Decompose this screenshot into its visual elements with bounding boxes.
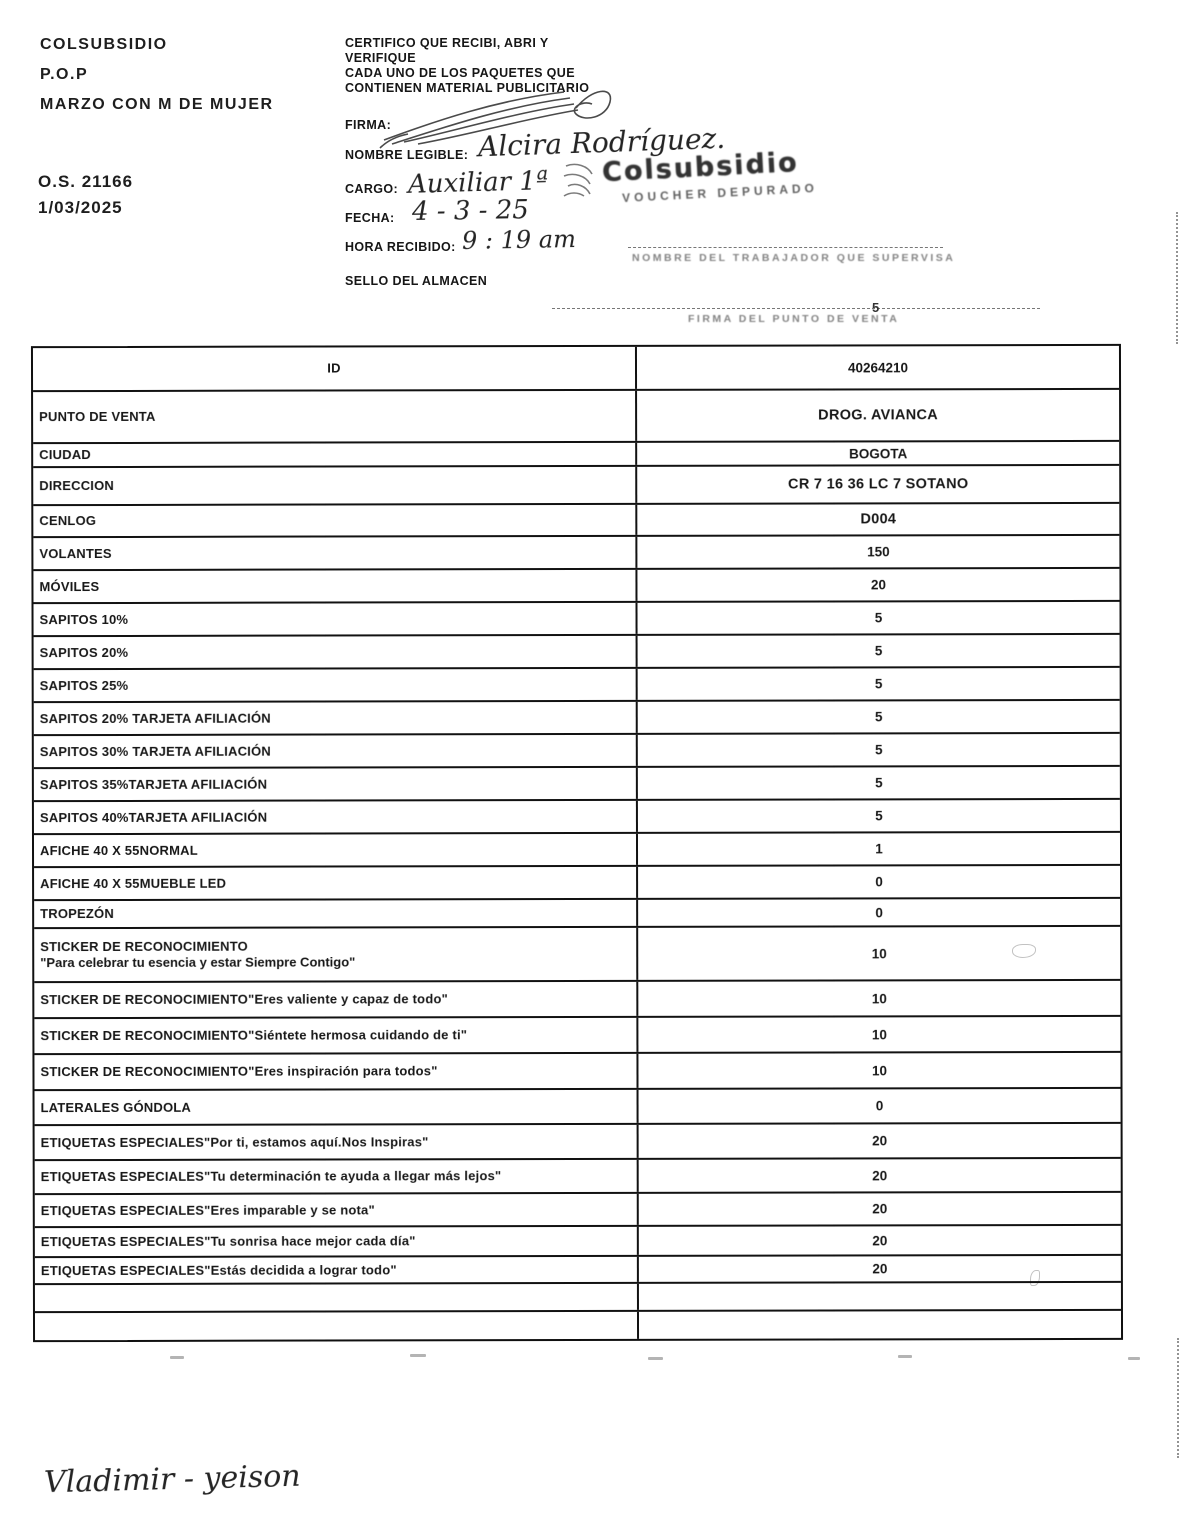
row-label-cell bbox=[33, 467, 637, 504]
row-value: 5 bbox=[875, 775, 883, 791]
table-row bbox=[34, 767, 1120, 802]
table-row bbox=[35, 1193, 1121, 1228]
row-value: 5 bbox=[875, 742, 883, 758]
certificate-line-4: CONTIENEN MATERIAL PUBLICITARIO bbox=[345, 81, 590, 95]
row-label-cell bbox=[34, 735, 638, 767]
row-label: ETIQUETAS ESPECIALES"Estás decidida a lograr todo" bbox=[40, 1261, 397, 1278]
row-label-cell bbox=[35, 1312, 639, 1340]
table-row bbox=[35, 1159, 1121, 1195]
row-label-cell bbox=[33, 537, 637, 569]
table-row bbox=[33, 536, 1119, 571]
row-value: 20 bbox=[870, 577, 886, 593]
row-label: SAPITOS 25% bbox=[39, 677, 129, 693]
firma-label: FIRMA: bbox=[345, 118, 392, 132]
nombre-legible-handwritten: Alcira Rodríguez. bbox=[477, 121, 726, 164]
row-value-cell bbox=[639, 1311, 1121, 1339]
row-label-cell bbox=[34, 768, 638, 800]
row-label: SAPITOS 40%TARJETA AFILIACIÓN bbox=[39, 809, 268, 825]
row-value: D004 bbox=[860, 511, 897, 528]
row-value-cell bbox=[637, 466, 1119, 503]
row-value-cell bbox=[638, 833, 1120, 865]
campaign-title: MARZO CON M DE MUJER bbox=[40, 96, 274, 113]
row-value-cell bbox=[638, 981, 1120, 1016]
row-value: 150 bbox=[867, 544, 890, 560]
row-value-cell bbox=[638, 927, 1120, 980]
scan-speck bbox=[410, 1354, 426, 1357]
materials-table bbox=[31, 344, 1123, 1342]
row-value: 10 bbox=[871, 1062, 888, 1078]
table-row bbox=[34, 981, 1120, 1019]
row-label-cell bbox=[33, 443, 637, 466]
row-label: AFICHE 40 X 55NORMAL bbox=[39, 842, 198, 858]
row-label: ETIQUETAS ESPECIALES"Por ti, estamos aquí.Nos Inspiras" bbox=[40, 1133, 429, 1150]
company-name: COLSUBSIDIO bbox=[40, 36, 168, 53]
row-value: 5 bbox=[874, 610, 883, 626]
row-label-cell bbox=[34, 867, 638, 899]
table-row bbox=[35, 1124, 1121, 1161]
table-row bbox=[33, 569, 1119, 604]
table-row bbox=[33, 602, 1119, 637]
row-value-cell bbox=[639, 1193, 1121, 1225]
row-label-line2: "Para celebrar tu esencia y estar Siempre Contigo" bbox=[40, 954, 356, 971]
row-value: DROG. AVIANCA bbox=[818, 407, 939, 424]
pop-label: P.O.P bbox=[40, 66, 89, 83]
fecha-handwritten: 4 - 3 - 25 bbox=[411, 194, 530, 228]
table-row bbox=[34, 701, 1120, 736]
row-value-cell bbox=[638, 800, 1120, 832]
row-label-cell bbox=[35, 1284, 639, 1311]
row-label bbox=[41, 1325, 631, 1326]
table-row bbox=[33, 346, 1119, 392]
row-label: PUNTO DE VENTA bbox=[39, 408, 156, 425]
row-value-cell bbox=[638, 1053, 1120, 1088]
row-label: LATERALES GÓNDOLA bbox=[40, 1099, 192, 1115]
order-date: 1/03/2025 bbox=[38, 198, 123, 217]
row-label-cell bbox=[33, 570, 637, 602]
row-value: 20 bbox=[872, 1133, 888, 1149]
scan-speck bbox=[1128, 1357, 1140, 1360]
colsubsidio-stamp: Colsubsidio bbox=[601, 146, 800, 189]
row-label: TROPEZÓN bbox=[40, 905, 114, 922]
scan-speck bbox=[898, 1355, 912, 1358]
row-value: 10 bbox=[871, 990, 887, 1006]
table-row bbox=[33, 466, 1119, 506]
row-value: 5 bbox=[874, 709, 883, 725]
row-value: 0 bbox=[875, 904, 883, 920]
row-value: 5 bbox=[874, 676, 883, 692]
row-label: STICKER DE RECONOCIMIENTO"Eres inspiración para todos" bbox=[40, 1063, 438, 1080]
row-value-cell bbox=[639, 1226, 1121, 1255]
row-value: 0 bbox=[875, 874, 883, 890]
row-value: 20 bbox=[872, 1232, 888, 1248]
row-value-cell bbox=[637, 442, 1119, 465]
row-label: SAPITOS 10% bbox=[39, 611, 129, 627]
hora-recibido-handwritten: 9 : 19 am bbox=[461, 225, 577, 255]
row-value: BOGOTA bbox=[849, 445, 908, 461]
row-label: STICKER DE RECONOCIMIENTO"Eres valiente y capaz de todo" bbox=[40, 991, 448, 1008]
punto-venta-signature-line bbox=[552, 308, 1040, 309]
row-label bbox=[41, 1297, 631, 1298]
table-row bbox=[33, 390, 1119, 444]
row-label-cell bbox=[35, 1090, 639, 1124]
row-value-cell bbox=[638, 635, 1120, 667]
scan-speck bbox=[170, 1356, 184, 1359]
row-value: 5 bbox=[874, 643, 883, 659]
row-label-cell bbox=[34, 1018, 638, 1053]
row-value: 20 bbox=[872, 1167, 888, 1183]
row-value: 0 bbox=[875, 1098, 884, 1114]
table-row bbox=[34, 800, 1120, 835]
row-value: 40264210 bbox=[847, 359, 909, 375]
supervisor-caption: NOMBRE DEL TRABAJADOR QUE SUPERVISA bbox=[632, 252, 956, 264]
cargo-label: CARGO: bbox=[345, 182, 399, 196]
row-value-cell bbox=[638, 701, 1120, 733]
hora-recibido-label: HORA RECIBIDO: bbox=[345, 240, 456, 254]
table-row bbox=[34, 927, 1120, 983]
row-value-cell bbox=[639, 1256, 1121, 1282]
row-value-cell bbox=[637, 390, 1119, 441]
table-row bbox=[34, 635, 1120, 670]
row-label: STICKER DE RECONOCIMIENTO"Siéntete hermosa cuidando de ti" bbox=[40, 1027, 468, 1044]
table-row bbox=[34, 734, 1120, 769]
supervisor-signature-line bbox=[628, 247, 943, 248]
scan-noise-edge-bottom bbox=[1177, 1338, 1179, 1458]
certificate-line-1: CERTIFICO QUE RECIBI, ABRI Y bbox=[345, 36, 549, 50]
row-label: ETIQUETAS ESPECIALES"Eres imparable y se nota" bbox=[40, 1201, 375, 1218]
row-label-cell bbox=[34, 669, 638, 701]
row-value-cell bbox=[637, 602, 1119, 634]
table-row bbox=[34, 899, 1120, 929]
row-label: SAPITOS 30% TARJETA AFILIACIÓN bbox=[39, 743, 271, 759]
row-value-cell bbox=[638, 668, 1120, 700]
row-label-cell bbox=[34, 1054, 638, 1089]
row-label-cell bbox=[35, 1227, 639, 1256]
page-mark: 5 bbox=[872, 300, 880, 315]
table-row bbox=[34, 1017, 1120, 1055]
nombre-legible-label: NOMBRE LEGIBLE: bbox=[345, 148, 469, 162]
row-label-cell bbox=[33, 603, 637, 635]
row-value: 1 bbox=[875, 841, 883, 857]
stamp-subtext: VOUCHER DEPURADO bbox=[621, 180, 819, 206]
row-label-cell bbox=[34, 801, 638, 833]
row-label: CENLOG bbox=[39, 513, 97, 529]
row-label: CIUDAD bbox=[39, 447, 91, 463]
row-value: CR 7 16 36 LC 7 SOTANO bbox=[788, 476, 969, 493]
row-label-cell bbox=[35, 1125, 639, 1159]
table-row bbox=[34, 866, 1120, 901]
scan-speck bbox=[648, 1357, 663, 1360]
row-value: 20 bbox=[872, 1261, 888, 1277]
table-row bbox=[35, 1226, 1121, 1258]
row-label-cell bbox=[35, 1194, 639, 1226]
row-label: SAPITOS 20% bbox=[39, 644, 129, 660]
row-label: SAPITOS 35%TARJETA AFILIACIÓN bbox=[39, 776, 268, 792]
row-value-cell bbox=[638, 767, 1120, 799]
scan-noise-edge-top bbox=[1176, 212, 1178, 344]
table-row bbox=[33, 504, 1119, 538]
fecha-label: FECHA: bbox=[345, 211, 395, 225]
row-label: SAPITOS 20% TARJETA AFILIACIÓN bbox=[39, 710, 271, 726]
row-value: 5 bbox=[875, 808, 883, 824]
row-label: STICKER DE RECONOCIMIENTO bbox=[40, 938, 248, 955]
order-number: O.S. 21166 bbox=[38, 172, 134, 191]
row-label-cell bbox=[33, 347, 637, 390]
row-label-cell bbox=[34, 982, 638, 1017]
punto-venta-caption: FIRMA DEL PUNTO DE VENTA bbox=[688, 313, 900, 325]
row-label-cell bbox=[35, 1160, 639, 1193]
row-value-cell bbox=[637, 346, 1119, 389]
row-value-cell bbox=[639, 1283, 1121, 1310]
row-value: 10 bbox=[871, 945, 887, 961]
table-row bbox=[35, 1256, 1121, 1285]
row-value-cell bbox=[637, 569, 1119, 601]
row-value-cell bbox=[639, 1089, 1121, 1123]
row-label-cell bbox=[34, 928, 638, 981]
table-row bbox=[34, 833, 1120, 868]
row-label-cell bbox=[34, 702, 638, 734]
stamp-ornament bbox=[560, 158, 600, 200]
row-label: MÓVILES bbox=[39, 578, 100, 594]
row-label-cell bbox=[33, 505, 637, 536]
row-label-cell bbox=[34, 834, 638, 866]
row-value-cell bbox=[638, 1017, 1120, 1052]
table-row bbox=[35, 1311, 1121, 1340]
row-value: 10 bbox=[871, 1026, 887, 1042]
row-label-cell bbox=[34, 900, 638, 927]
table-row bbox=[34, 668, 1120, 703]
row-value-cell bbox=[637, 536, 1119, 568]
cargo-handwritten: Auxiliar 1ª bbox=[407, 166, 549, 200]
table-row bbox=[35, 1283, 1121, 1313]
row-label: VOLANTES bbox=[39, 545, 112, 561]
table-row bbox=[35, 1089, 1121, 1126]
row-value-cell bbox=[638, 734, 1120, 766]
table-row bbox=[34, 1053, 1120, 1091]
row-value-cell bbox=[639, 1124, 1121, 1158]
row-label: ETIQUETAS ESPECIALES"Tu determinación te ayuda a llegar más lejos" bbox=[40, 1168, 502, 1185]
row-label: AFICHE 40 X 55MUEBLE LED bbox=[40, 875, 227, 891]
row-value-cell bbox=[639, 1159, 1121, 1192]
row-label-cell bbox=[35, 1257, 639, 1283]
row-label-cell bbox=[34, 636, 638, 668]
row-value-cell bbox=[638, 899, 1120, 926]
row-label: ETIQUETAS ESPECIALES"Tu sonrisa hace mejor cada día" bbox=[40, 1233, 416, 1250]
sello-almacen-label: SELLO DEL ALMACEN bbox=[345, 274, 488, 288]
certificate-line-3: CADA UNO DE LOS PAQUETES QUE bbox=[345, 66, 575, 80]
row-value-cell bbox=[637, 504, 1119, 535]
certificate-line-2: VERIFIQUE bbox=[345, 51, 416, 65]
materials-table-body bbox=[33, 346, 1121, 1340]
table-row bbox=[33, 442, 1119, 468]
row-label-cell bbox=[33, 391, 637, 442]
row-value: 20 bbox=[872, 1201, 888, 1217]
row-label: DIRECCION bbox=[39, 477, 115, 494]
row-value-cell bbox=[638, 866, 1120, 898]
row-label: ID bbox=[327, 360, 341, 376]
footer-handwritten-names: Vladimir - yeison bbox=[43, 1458, 302, 1501]
